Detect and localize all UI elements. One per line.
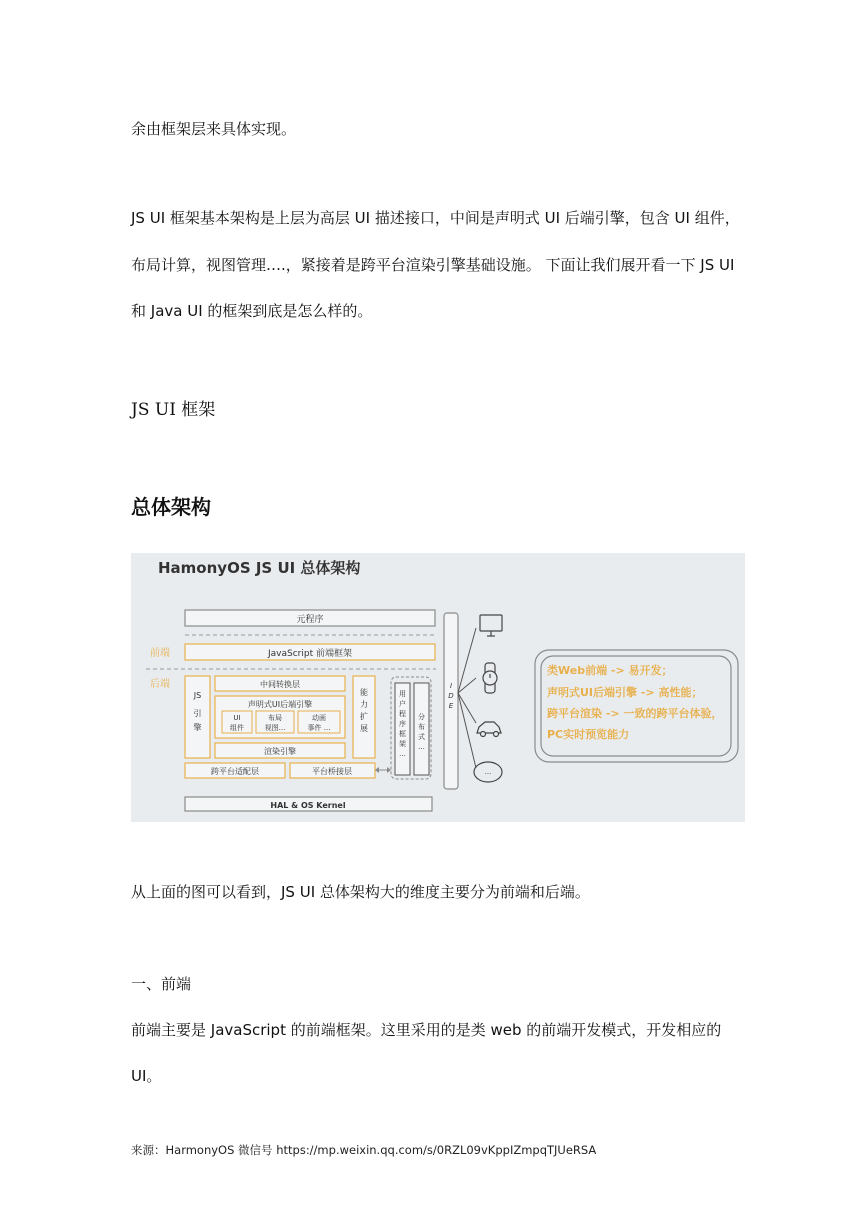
js-engine-label-2: 引 bbox=[193, 709, 202, 718]
animation-event-label-1: 动画 bbox=[312, 714, 326, 722]
declarative-engine-label: 声明式UI后端引擎 bbox=[247, 700, 313, 709]
user-program-label-2: 户 bbox=[399, 700, 406, 708]
paragraph-2-line-2: 布局计算，视图管理….，紧接着是跨平台渲染引擎基础设施。 下面让我们展开看一下 JS UI bbox=[131, 256, 735, 274]
ide-label-3: E bbox=[448, 702, 454, 710]
js-engine-label-1: JS bbox=[193, 691, 202, 700]
source-footnote: 来源：HarmonyOS 微信号 https://mp.weixin.qq.com/s/0RZL09vKppIZmpqTJUeRSA bbox=[131, 1143, 597, 1157]
paragraph-2-line-1: JS UI 框架基本架构是上层为高层 UI 描述接口，中间是声明式 UI 后端引擎，包含 UI 组件， bbox=[131, 209, 740, 227]
front-end-label: 前端 bbox=[150, 648, 170, 659]
architecture-diagram bbox=[131, 553, 745, 822]
paragraph-3: 从上面的图可以看到，JS UI 总体架构大的维度主要分为前端和后端。 bbox=[131, 883, 590, 901]
diagram-title: HamonyOS JS UI 总体架构 bbox=[158, 559, 361, 577]
capability-label-3: 扩 bbox=[360, 712, 368, 721]
feature-3: 跨平台渲染 -> 一致的跨平台体验， bbox=[547, 707, 723, 720]
user-program-label-5: 框 bbox=[399, 730, 406, 738]
user-program-label-6: 架 bbox=[399, 740, 406, 748]
distributed-label-2: 布 bbox=[418, 723, 425, 731]
back-end-label: 后端 bbox=[150, 679, 170, 690]
device-arrows bbox=[458, 628, 476, 768]
watch-icon bbox=[483, 663, 497, 693]
more-devices-label: ... bbox=[484, 768, 492, 776]
heading-js-ui-framework: JS UI 框架 bbox=[131, 400, 216, 420]
render-engine-label: 渲染引擎 bbox=[264, 747, 296, 756]
car-icon bbox=[477, 722, 501, 737]
feature-1: 类Web前端 -> 易开发； bbox=[547, 664, 673, 677]
capability-label-2: 力 bbox=[360, 700, 368, 709]
ide-label-2: D bbox=[448, 692, 454, 700]
layout-view-label-2: 视图... bbox=[264, 724, 286, 732]
capability-label-1: 能 bbox=[360, 688, 368, 697]
bridge-arrow-head-left bbox=[375, 767, 379, 773]
js-engine-label-3: 擎 bbox=[193, 723, 202, 732]
ide-label-1: I bbox=[449, 682, 453, 690]
hal-kernel-label: HAL & OS Kernel bbox=[270, 801, 346, 810]
paragraph-4-line-1: 前端主要是 JavaScript 的前端框架。这里采用的是类 web 的前端开发模式，开发相应的 bbox=[131, 1021, 722, 1039]
user-program-label-4: 序 bbox=[399, 720, 406, 728]
monitor-icon bbox=[480, 615, 502, 636]
ui-component-label-1: UI bbox=[233, 714, 241, 722]
user-program-label-1: 用 bbox=[399, 690, 406, 698]
platform-bridge-label: 平台桥接层 bbox=[312, 767, 352, 776]
feature-4: PC实时预览能力 bbox=[547, 728, 630, 741]
heading-front-end: 一、前端 bbox=[131, 975, 192, 993]
capability-label-4: 展 bbox=[360, 724, 368, 733]
cross-platform-adapt-label: 跨平台适配层 bbox=[211, 767, 259, 776]
ide-bar bbox=[444, 613, 458, 789]
js-framework-label: JavaScript 前端框架 bbox=[268, 649, 352, 659]
middle-layer-label: 中间转换层 bbox=[260, 680, 300, 689]
user-program-label-7: ... bbox=[399, 750, 406, 758]
paragraph-1: 余由框架层来具体实现。 bbox=[131, 120, 297, 138]
paragraph-2-line-3: 和 Java UI 的框架到底是怎么样的。 bbox=[131, 302, 373, 320]
bridge-arrow-head-right bbox=[387, 767, 391, 773]
distributed-label-1: 分 bbox=[418, 713, 425, 721]
feature-2: 声明式UI后端引擎 -> 高性能； bbox=[547, 686, 703, 699]
distributed-label-3: 式 bbox=[418, 733, 425, 741]
animation-event-label-2: 事件 ... bbox=[307, 724, 331, 732]
user-program-label-3: 程 bbox=[399, 710, 406, 718]
heading-overall-architecture: 总体架构 bbox=[131, 495, 211, 519]
paragraph-4-line-2: UI。 bbox=[131, 1067, 162, 1085]
meta-program-label: 元程序 bbox=[296, 615, 324, 625]
ui-component-label-2: 组件 bbox=[230, 724, 244, 732]
distributed-label-4: ... bbox=[418, 743, 425, 751]
layout-view-label-1: 布局 bbox=[268, 714, 282, 722]
